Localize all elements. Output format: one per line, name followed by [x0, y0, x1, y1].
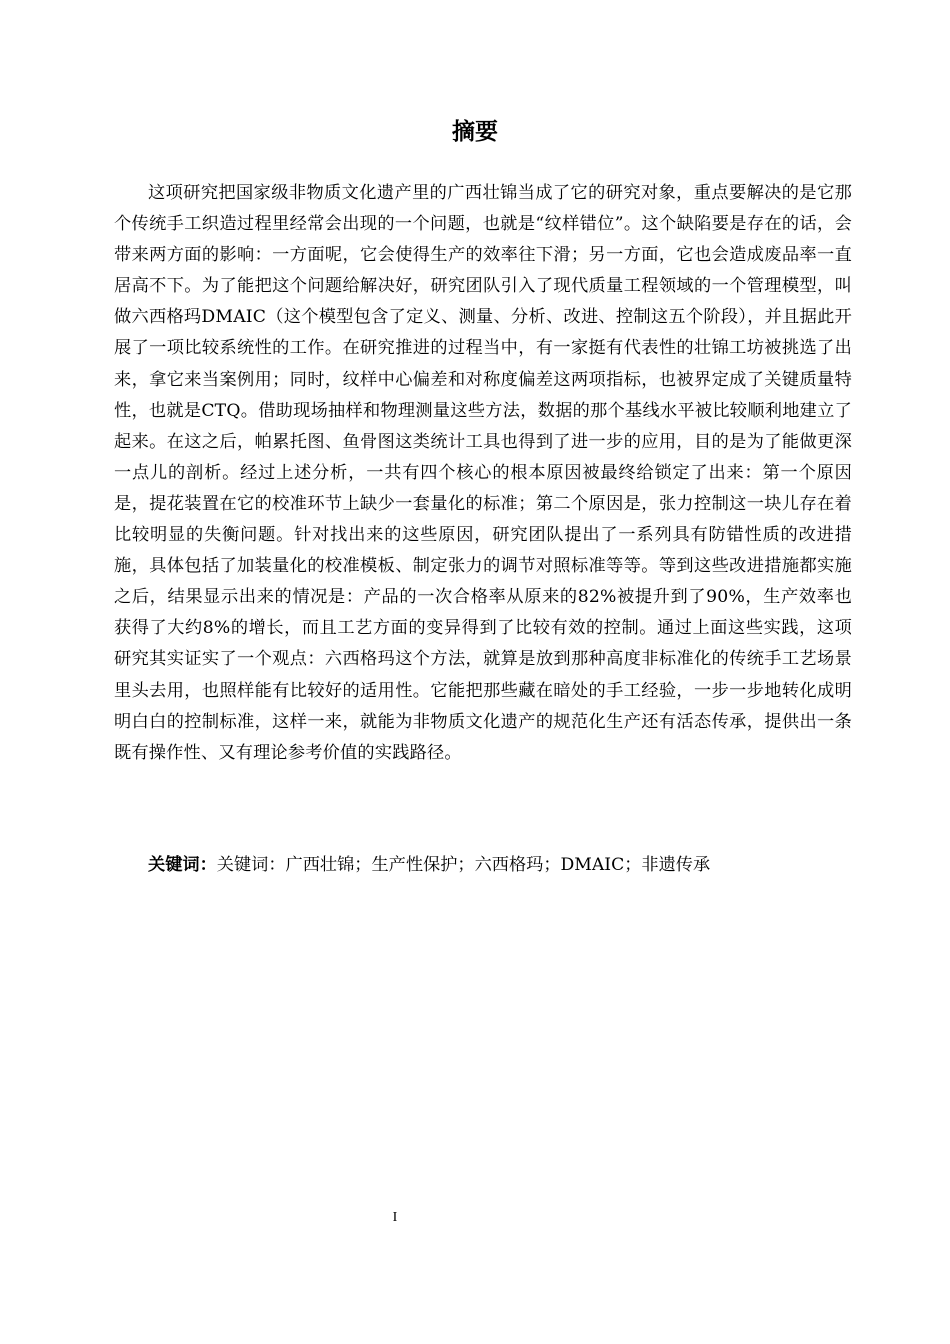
- page-number: I: [392, 1210, 398, 1225]
- keywords-label: 关键词：: [148, 855, 217, 875]
- abstract-paragraph: 这项研究把国家级非物质文化遗产里的广西壮锦当成了它的研究对象，重点要解决的是它那个传统手工织造过程里经常会出现的一个问题，也就是“纹样错位”。这个缺陷要是存在的话，会带来两方面的影响：一方面呢，它会使得生产的效率往下滑；另一方面，它也会造成废品率一直居高不下。为了能把这个问题给解决好，研究团队引入了现代质量工程领域的一个管理模型，叫做六西格玛DMAIC（这个模型包含了定义、测量、分析、改进、控制这五个阶段），并且据此开展了一项比较系统性的工作。在研究推进的过程当中，有一家挺有代表性的壮锦工坊被挑选了出来，拿它来当案例用；同时，纹样中心偏差和对称度偏差这两项指标，也被界定成了关键质量特性，也就是CTQ。借助现场抽样和物理测量这些方法，数据的那个基线水平被比较顺利地建立了起来。在这之后，帕累托图、鱼骨图这类统计工具也得到了进一步的应用，目的是为了能做更深一点儿的剖析。经过上述分析，一共有四个核心的根本原因被最终给锁定了出来：第一个原因是，提花装置在它的校准环节上缺少一套量化的标准；第二个原因是，张力控制这一块儿存在着比较明显的失衡问题。针对找出来的这些原因，研究团队提出了一系列具有防错性质的改进措施，具体包括了加装量化的校准模板、制定张力的调节对照标准等等。等到这些改进措施都实施之后，结果显示出来的情况是：产品的一次合格率从原来的82%被提升到了90%，生产效率也获得了大约8%的增长，而且工艺方面的变异得到了比较有效的控制。通过上面这些实践，这项研究其实证实了一个观点：六西格玛这个方法，就算是放到那种高度非标准化的传统手工艺场景里头去用，也照样能有比较好的适用性。它能把那些藏在暗处的手工经验，一步一步地转化成明明白白的控制标准，这样一来，就能为非物质文化遗产的规范化生产还有活态传承，提供出一条既有操作性、又有理论参考价值的实践路径。: [114, 183, 852, 763]
- keywords-text: 关键词：广西壮锦；生产性保护；六西格玛；DMAIC；非遗传承: [216, 855, 711, 875]
- keywords-line: [148, 850, 848, 880]
- page-title: 摘要: [452, 119, 498, 145]
